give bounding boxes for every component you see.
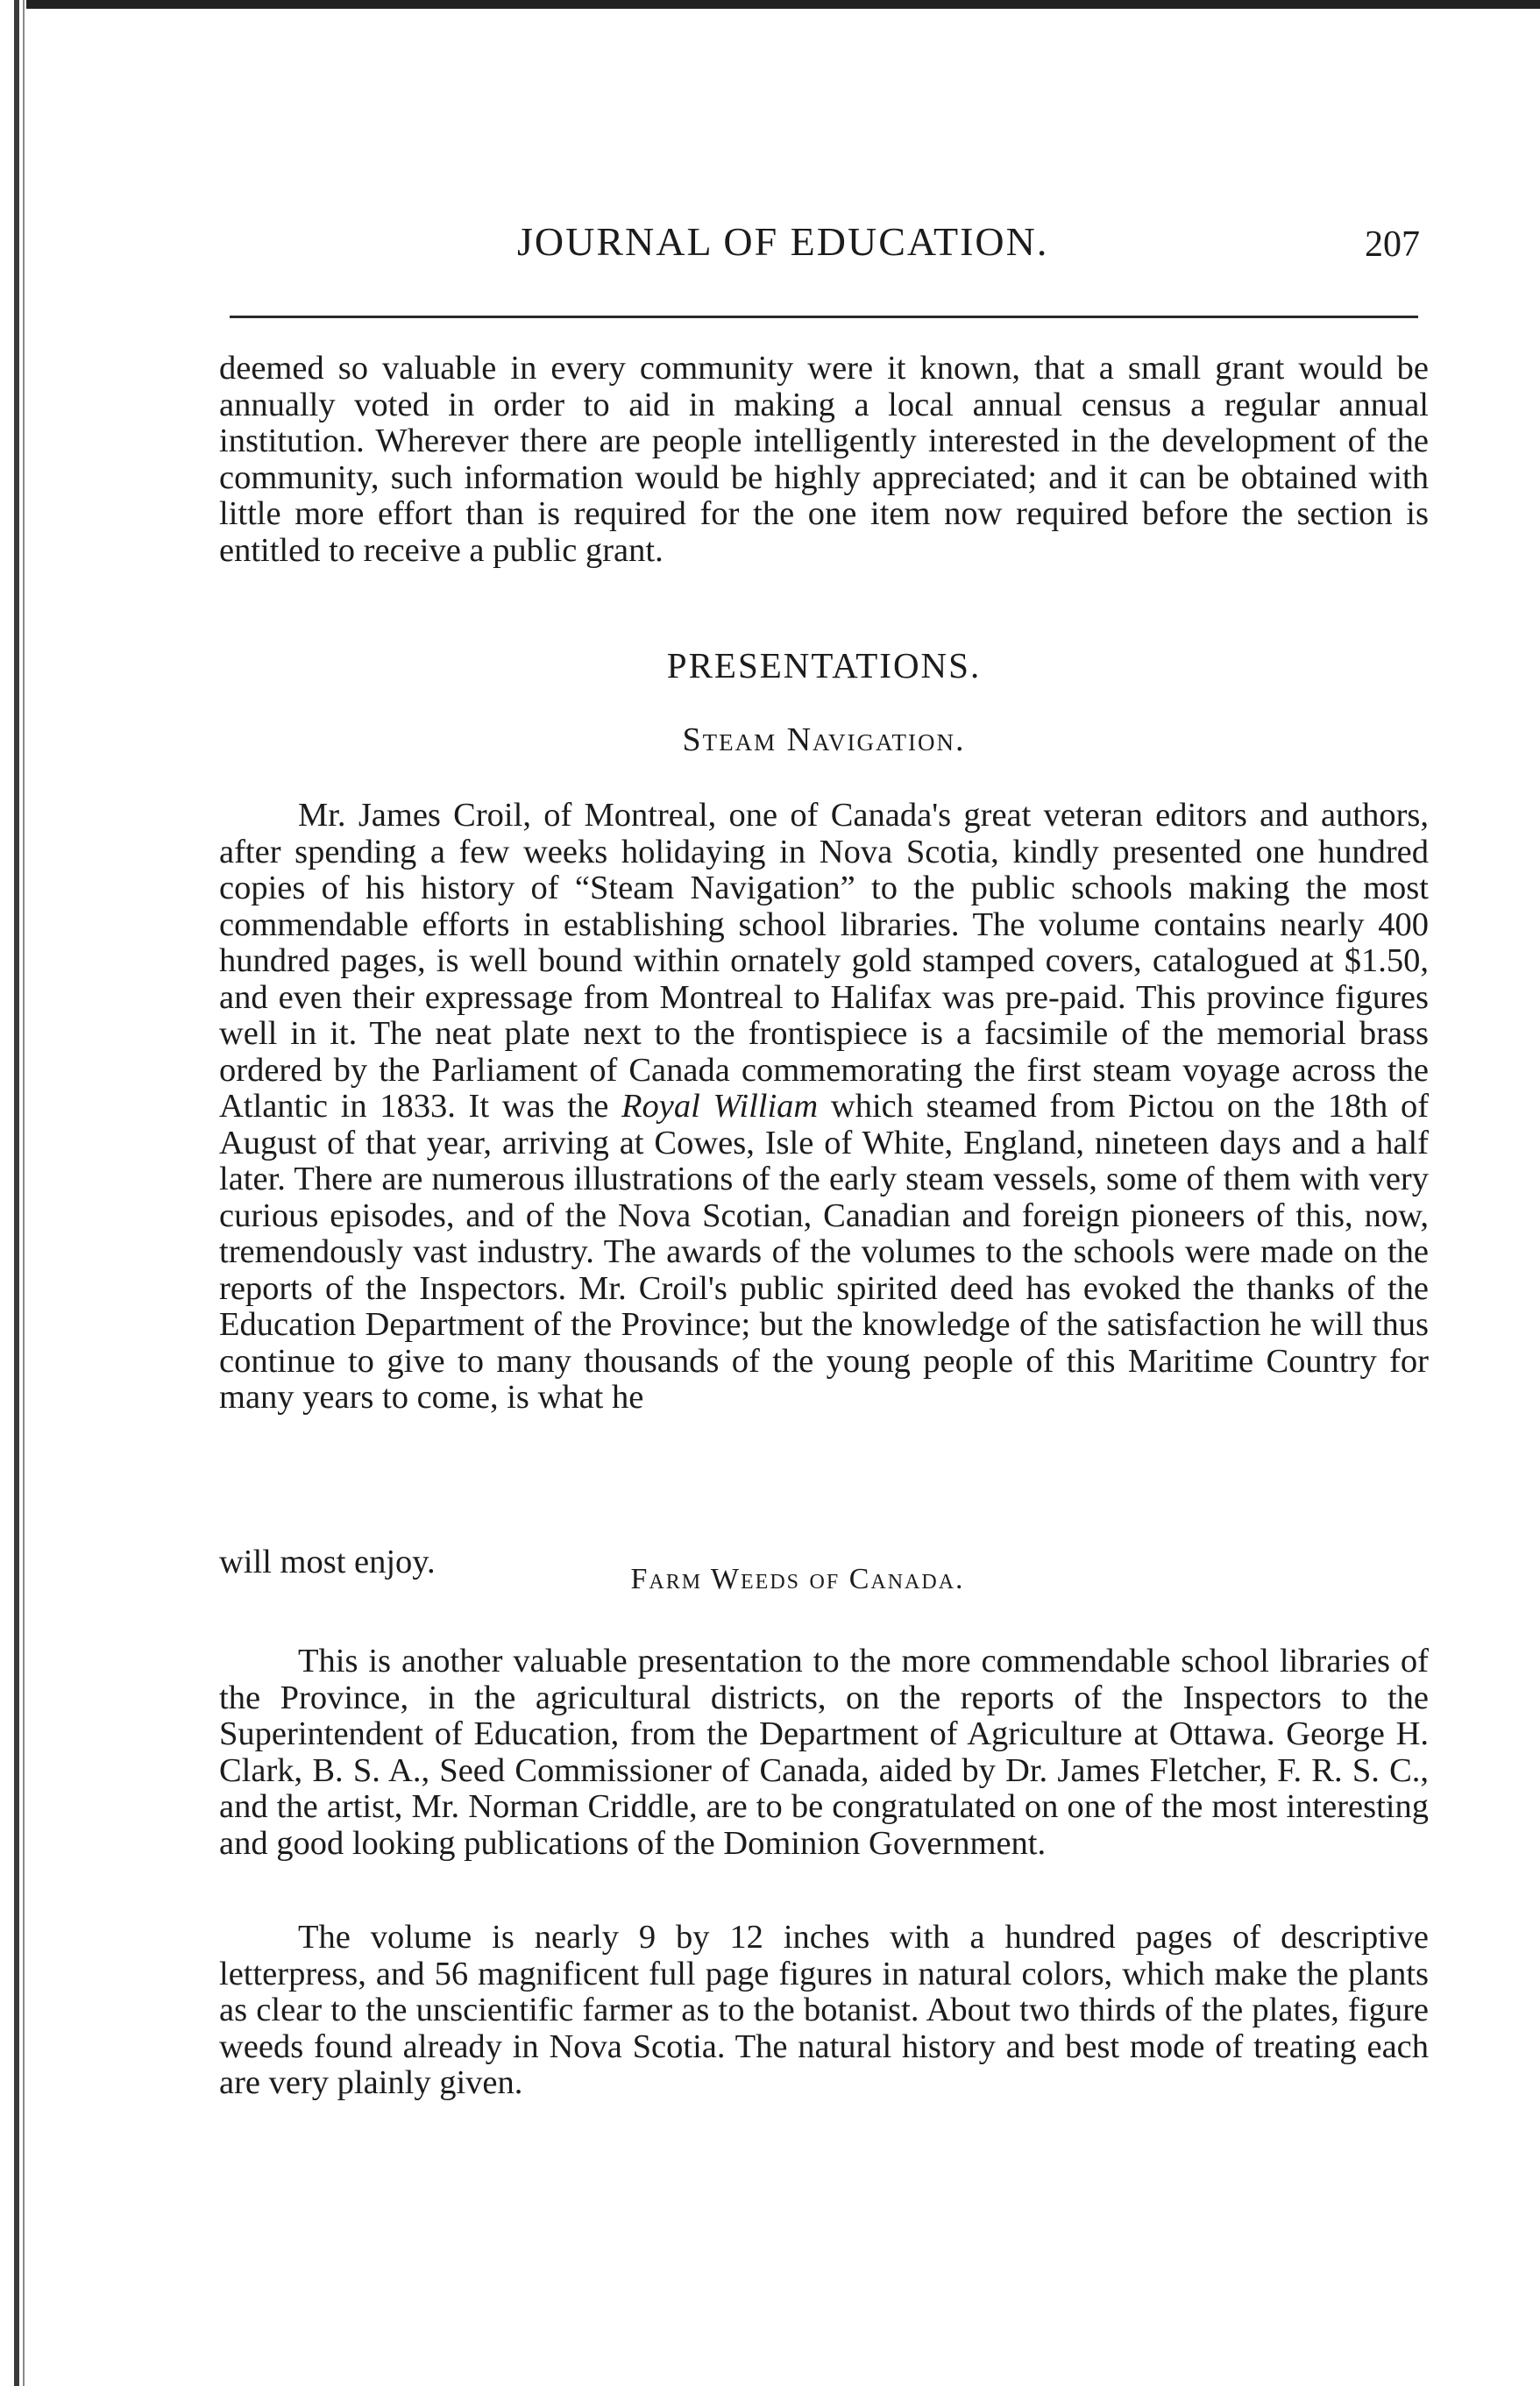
farm-weeds-text-1 (219, 1644, 1429, 1862)
page-header (219, 215, 1420, 276)
header-rule (230, 316, 1418, 318)
intro-text (219, 351, 1429, 569)
steam-navigation-heading: Steam Navigation. (682, 721, 966, 758)
scan-binding-edge (14, 0, 19, 2386)
steam-paragraph-part1: Mr. James Croil, of Montreal, one of Canada's great veteran editors and authors, after spending a few weeks holidaying in Nova Scotia, kindly presented one hundred copies of his history of “Steam Navigation” to the public schools making the most commendable efforts in establishing school libraries. The volume contains nearly 400 hundred pages, is well bound within ornately gold stamped covers, catalogued at $1.50, and even their expressage from Montreal to Halifax was pre-paid. This province figures well in it. The neat plate next to the frontispiece is a facsimile of the memorial brass ordered by the Parliament of Canada commemorating the first steam voyage across the Atlantic in 1833. It was the (219, 797, 1429, 1125)
farm-weeds-text-2 (219, 1920, 1429, 2102)
steam-navigation-text (219, 798, 1429, 1417)
farm-weeds-heading: Farm Weeds of Canada. (630, 1563, 965, 1595)
steam-last-line: will most enjoy. (219, 1544, 436, 1580)
farm-weeds-paragraph-1: This is another valuable presentation to the more commendable school libraries of the Province, in the agricultural districts, on the reports of the Inspectors to the Superintendent of Education, from the Department of Agriculture at Ottawa. George H. Clark, B. S. A., Seed Commissioner of Canada, aided by Dr. James Fletcher, F. R. S. C., and the artist, Mr. Norman Criddle, are to be congratulated on one of the most interesting and good looking publications of the Dominion Government. (219, 1643, 1429, 1862)
running-title: JOURNAL OF EDUCATION. (517, 219, 1049, 264)
farm-weeds-paragraph-2: The volume is nearly 9 by 12 inches with a hundred pages of descriptive letterpress, and 56 magnificent full page figures in natural colors, which make the plants as clear to the unscientific farmer as to the botanist. About two thirds of the plates, figure weeds found already in Nova Scotia. The natural history and best mode of treating each are very plainly given. (219, 1919, 1429, 2101)
steam-navigation-paragraph (219, 798, 1429, 1417)
page-number: 207 (1365, 224, 1420, 265)
intro-paragraph: deemed so valuable in every community were it known, that a small grant would be annually voted in order to aid in making a local annual census a regular annual institution. Wherever there are people intelligently interested in the development of the community, such information would be highly appreciated; and it can be obtained with little more effort than is required for the one item now required before the section is entitled to receive a public grant. (219, 350, 1429, 569)
scan-binding-shadow (23, 0, 25, 2386)
section-title: PRESENTATIONS. (666, 645, 982, 685)
steam-paragraph-part2: which steamed from Pictou on the 18th of August of that year, arriving at Cowes, Isle of White, England, nineteen days and a half later. There are numerous illustrations of the early steam vessels, some of them with very curious episodes, and of the Nova Scotian, Canadian and foreign pioneers of this, now, tremendously vast industry. The awards of the volumes to the schools were made on the reports of the Inspectors. Mr. Croil's public spirited deed has evoked the thanks of the Education Department of the Province; but the knowledge of the satisfaction he will thus continue to give to many thousands of the young people of this Maritime Country for many years to come, is what he (219, 1088, 1430, 1416)
scan-top-edge (26, 0, 1540, 9)
ship-name: Royal William (621, 1088, 819, 1125)
